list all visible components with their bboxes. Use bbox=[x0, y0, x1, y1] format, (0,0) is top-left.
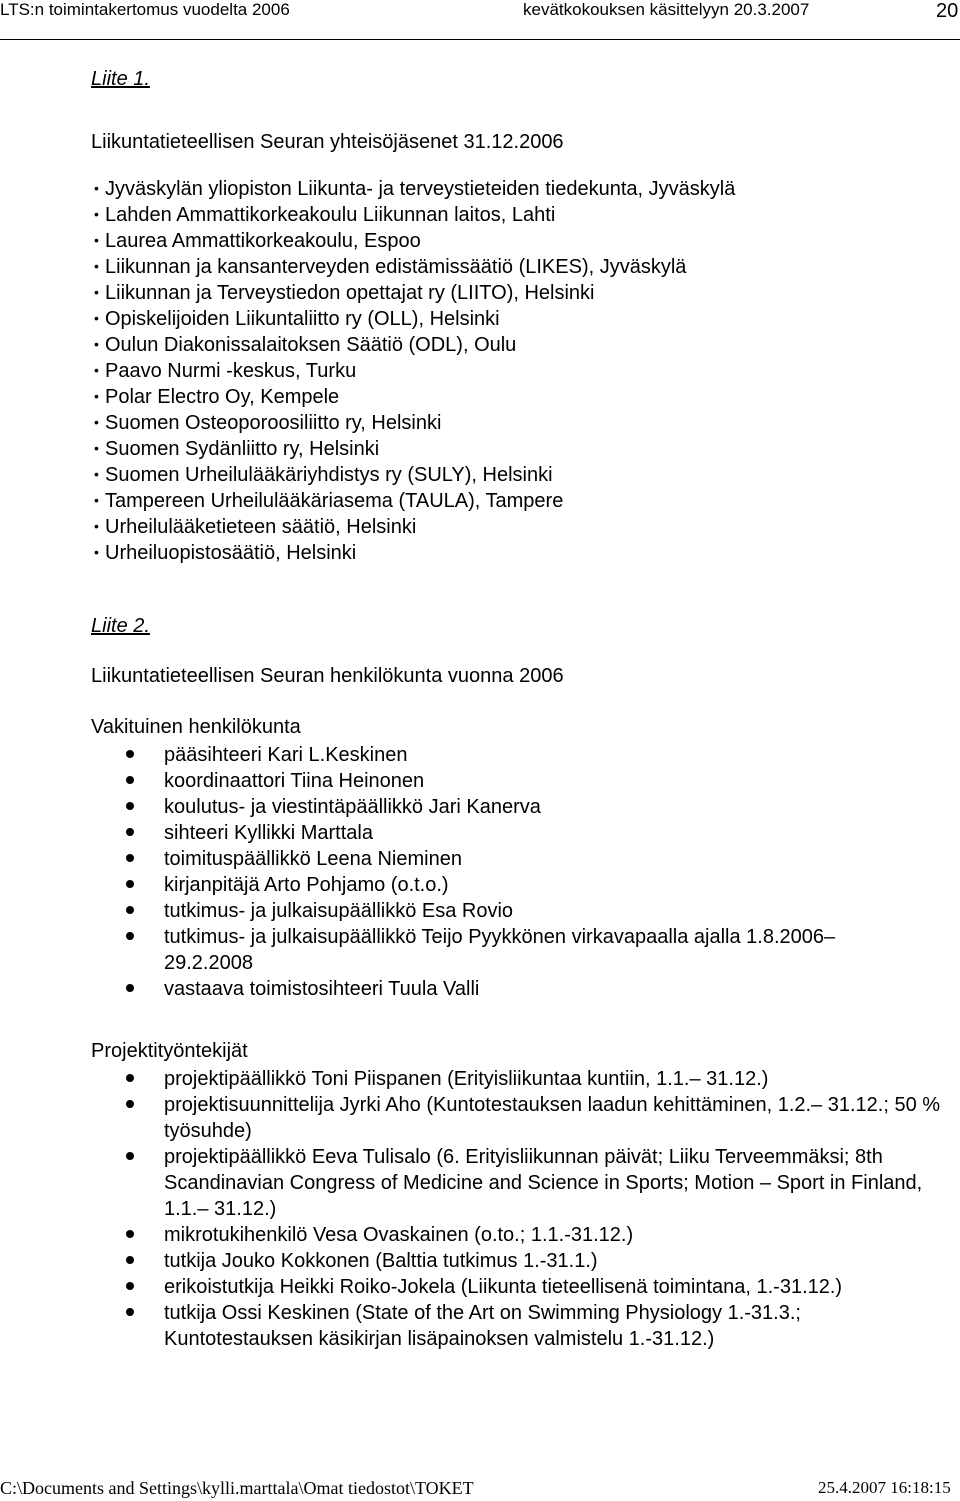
list-item: • Tampereen Urheilulääkäriasema (TAULA), Tampere bbox=[94, 490, 564, 512]
bullet-icon: • bbox=[94, 518, 99, 534]
list-item: • Suomen Urheilulääkäriyhdistys ry (SULY), Helsinki bbox=[94, 464, 553, 486]
bullet-icon: • bbox=[94, 336, 99, 352]
bullet-icon bbox=[126, 880, 134, 888]
bullet-icon: • bbox=[94, 466, 99, 482]
list-item: • Suomen Sydänliitto ry, Helsinki bbox=[94, 438, 380, 460]
list-item: pääsihteeri Kari L.Keskinen bbox=[91, 742, 956, 768]
bullet-icon: • bbox=[94, 310, 99, 326]
member-list bbox=[91, 176, 956, 566]
footer-file-path: C:\Documents and Settings\kylli.marttala\Omat tiedostot\TOKET bbox=[0, 1478, 474, 1498]
footer-date: 25.4.2007 bbox=[818, 1478, 886, 1497]
list-item: erikoistutkija Heikki Roiko-Jokela (Liikunta tieteellisenä toimintana, 1.-31.12.) bbox=[91, 1274, 956, 1300]
project-staff-list bbox=[91, 1066, 956, 1352]
list-item: tutkimus- ja julkaisupäällikkö Teijo Pyykkönen virkavapaalla ajalla 1.8.2006– 29.2.2008 bbox=[91, 924, 904, 976]
appendix-2-label: Liite 2. bbox=[91, 615, 150, 637]
list-item: projektisuunnittelija Jyrki Aho (Kuntotestauksen laadun kehittäminen, 1.2.– 31.12.; 50 % työsuhde) bbox=[91, 1092, 954, 1144]
list-item: • Liikunnan ja kansanterveyden edistämissäätiö (LIKES), Jyväskylä bbox=[94, 256, 687, 278]
bullet-icon: • bbox=[94, 232, 99, 248]
appendix-2-title: Liikuntatieteellisen Seuran henkilökunta vuonna 2006 bbox=[91, 665, 564, 687]
list-item: koordinaattori Tiina Heinonen bbox=[91, 768, 956, 794]
list-item: koulutus- ja viestintäpäällikkö Jari Kanerva bbox=[91, 794, 956, 820]
bullet-icon bbox=[126, 1100, 134, 1108]
bullet-icon bbox=[126, 906, 134, 914]
bullet-icon bbox=[126, 1152, 134, 1160]
list-item: kirjanpitäjä Arto Pohjamo (o.t.o.) bbox=[91, 872, 956, 898]
list-item: sihteeri Kyllikki Marttala bbox=[91, 820, 956, 846]
list-item: • Lahden Ammattikorkeakoulu Liikunnan laitos, Lahti bbox=[94, 204, 556, 226]
bullet-icon bbox=[126, 1074, 134, 1082]
list-item: mikrotukihenkilö Vesa Ovaskainen (o.to.; 1.1.-31.12.) bbox=[91, 1222, 956, 1248]
bullet-icon bbox=[126, 984, 134, 992]
page-header bbox=[0, 0, 960, 40]
bullet-icon: • bbox=[94, 284, 99, 300]
bullet-icon bbox=[126, 828, 134, 836]
bullet-icon bbox=[126, 1282, 134, 1290]
footer-timestamp bbox=[818, 1478, 951, 1498]
project-staff-heading: Projektityöntekijät bbox=[91, 1040, 248, 1062]
bullet-icon: • bbox=[94, 414, 99, 430]
bullet-icon bbox=[126, 802, 134, 810]
bullet-icon: • bbox=[94, 258, 99, 274]
header-document-title: LTS:n toimintakertomus vuodelta 2006 bbox=[0, 0, 290, 19]
header-meeting-note: kevätkokouksen käsittelyyn 20.3.2007 bbox=[523, 0, 810, 19]
list-item: projektipäällikkö Eeva Tulisalo (6. Erityisliikunnan päivät; Liiku Terveemmäksi; 8th Scandinavian Congress of Medicine and Science in Sports; Motion – Sport in Finland, 1.1.– 31.12.) bbox=[91, 1144, 959, 1222]
list-item: • Liikunnan ja Terveystiedon opettajat ry (LIITO), Helsinki bbox=[94, 282, 595, 304]
bullet-icon: • bbox=[94, 362, 99, 378]
list-item: projektipäällikkö Toni Piispanen (Erityisliikuntaa kuntiin, 1.1.– 31.12.) bbox=[91, 1066, 956, 1092]
bullet-icon bbox=[126, 854, 134, 862]
bullet-icon: • bbox=[94, 492, 99, 508]
bullet-icon bbox=[126, 776, 134, 784]
list-item: • Suomen Osteoporoosiliitto ry, Helsinki bbox=[94, 412, 442, 434]
list-item: • Urheilulääketieteen säätiö, Helsinki bbox=[94, 516, 417, 538]
list-item: toimituspäällikkö Leena Nieminen bbox=[91, 846, 956, 872]
list-item: • Laurea Ammattikorkeakoulu, Espoo bbox=[94, 230, 421, 252]
list-item: tutkimus- ja julkaisupäällikkö Esa Rovio bbox=[91, 898, 956, 924]
bullet-icon bbox=[126, 1230, 134, 1238]
list-item: • Polar Electro Oy, Kempele bbox=[94, 386, 340, 408]
bullet-icon: • bbox=[94, 206, 99, 222]
list-item: vastaava toimistosihteeri Tuula Valli bbox=[91, 976, 956, 1002]
permanent-staff-heading: Vakituinen henkilökunta bbox=[91, 716, 301, 738]
header-page-number: 20 bbox=[936, 0, 959, 22]
list-item: • Urheiluopistosäätiö, Helsinki bbox=[94, 542, 357, 564]
list-item: tutkija Ossi Keskinen (State of the Art on Swimming Physiology 1.-31.3.; Kuntotestauksen käsikirjan lisäpainoksen valmistelu 1.-31.12.) bbox=[91, 1300, 954, 1352]
bullet-icon bbox=[126, 750, 134, 758]
document-body bbox=[91, 64, 956, 1352]
permanent-staff-list bbox=[91, 742, 956, 1002]
appendix-1-label: Liite 1. bbox=[91, 68, 150, 90]
bullet-icon: • bbox=[94, 440, 99, 456]
list-item: • Oulun Diakonissalaitoksen Säätiö (ODL), Oulu bbox=[94, 334, 517, 356]
bullet-icon: • bbox=[94, 180, 99, 196]
appendix-1-title: Liikuntatieteellisen Seuran yhteisöjäsenet 31.12.2006 bbox=[91, 131, 564, 153]
list-item: tutkija Jouko Kokkonen (Balttia tutkimus 1.-31.1.) bbox=[91, 1248, 956, 1274]
list-item: • Opiskelijoiden Liikuntaliitto ry (OLL), Helsinki bbox=[94, 308, 500, 330]
list-item: • Jyväskylän yliopiston Liikunta- ja terveystieteiden tiedekunta, Jyväskylä bbox=[94, 178, 736, 200]
list-item: • Paavo Nurmi -keskus, Turku bbox=[94, 360, 357, 382]
bullet-icon bbox=[126, 1308, 134, 1316]
bullet-icon bbox=[126, 932, 134, 940]
footer-time: 16:18:15 bbox=[890, 1478, 951, 1497]
bullet-icon bbox=[126, 1256, 134, 1264]
bullet-icon: • bbox=[94, 388, 99, 404]
bullet-icon: • bbox=[94, 544, 99, 560]
